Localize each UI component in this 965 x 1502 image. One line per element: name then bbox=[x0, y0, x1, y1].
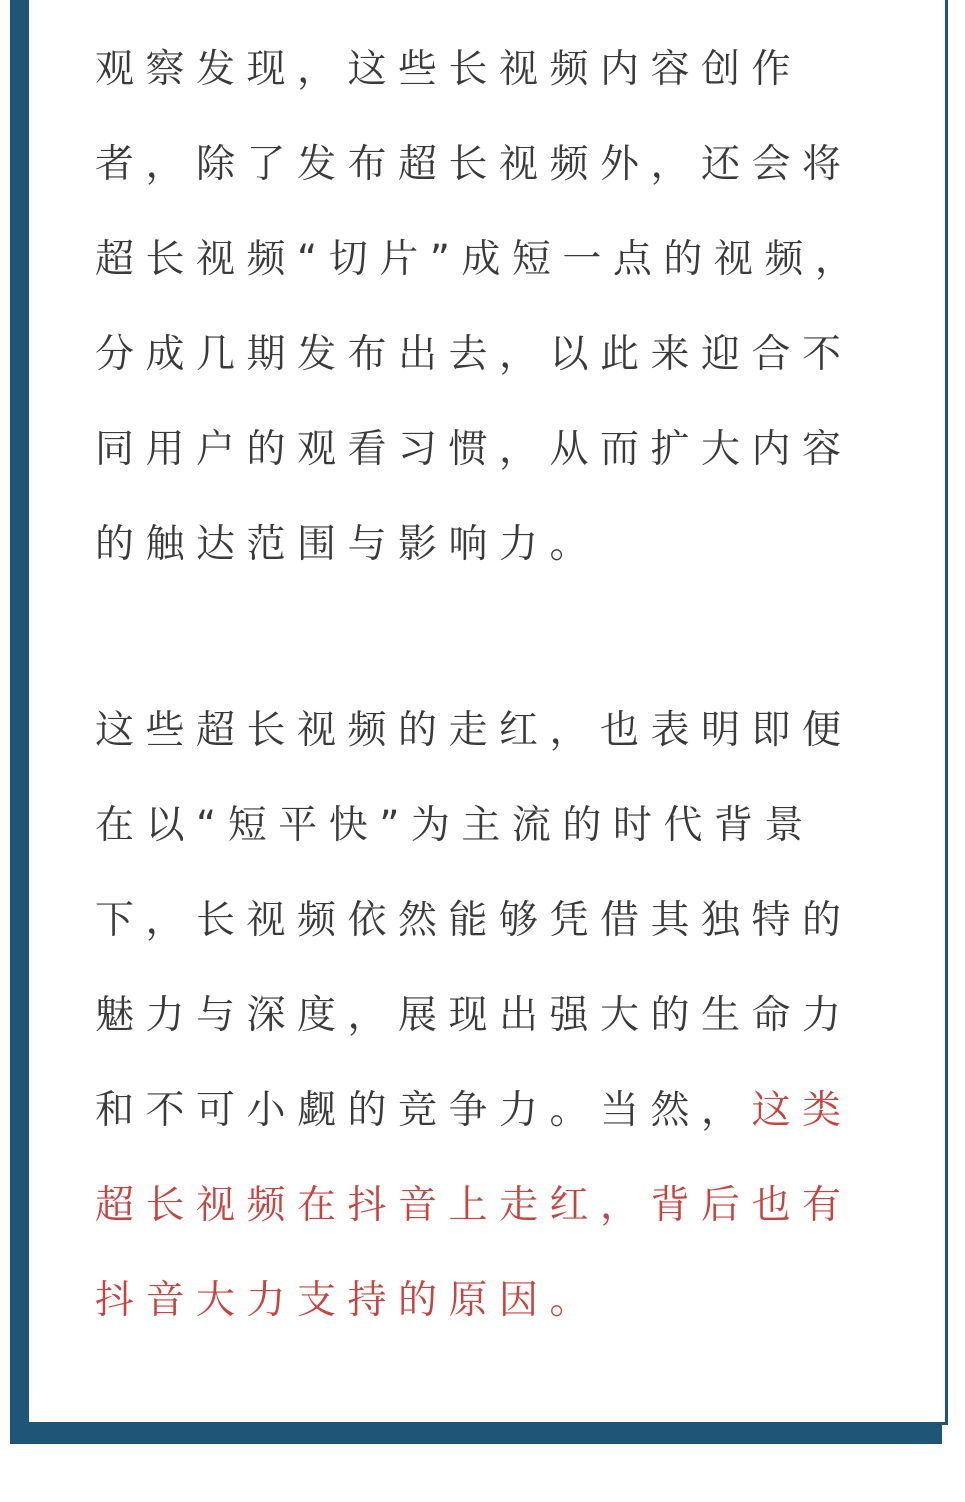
article-card bbox=[26, 0, 948, 1425]
paragraph-2-text: 这些超长视频的走红，也表明即便在以“短平快”为主流的时代背景下，长视频依然能够凭借其独特的魅力与深度，展现出强大的生命力和不可小觑的竞争力。当然， bbox=[95, 708, 853, 1133]
paragraph-1-text: 观察发现，这些长视频内容创作者，除了发布超长视频外，还会将超长视频“切片”成短一点的视频，分成几期发布出去，以此来迎合不同用户的观看习惯，从而扩大内容的触达范围与影响力。 bbox=[95, 47, 866, 567]
paragraph-2-highlight: 这类超长视频在抖音上走红，背后也有抖音大力支持的原因。 bbox=[95, 1088, 853, 1323]
paragraph-1 bbox=[95, 22, 895, 592]
paragraph-2 bbox=[95, 683, 895, 1348]
